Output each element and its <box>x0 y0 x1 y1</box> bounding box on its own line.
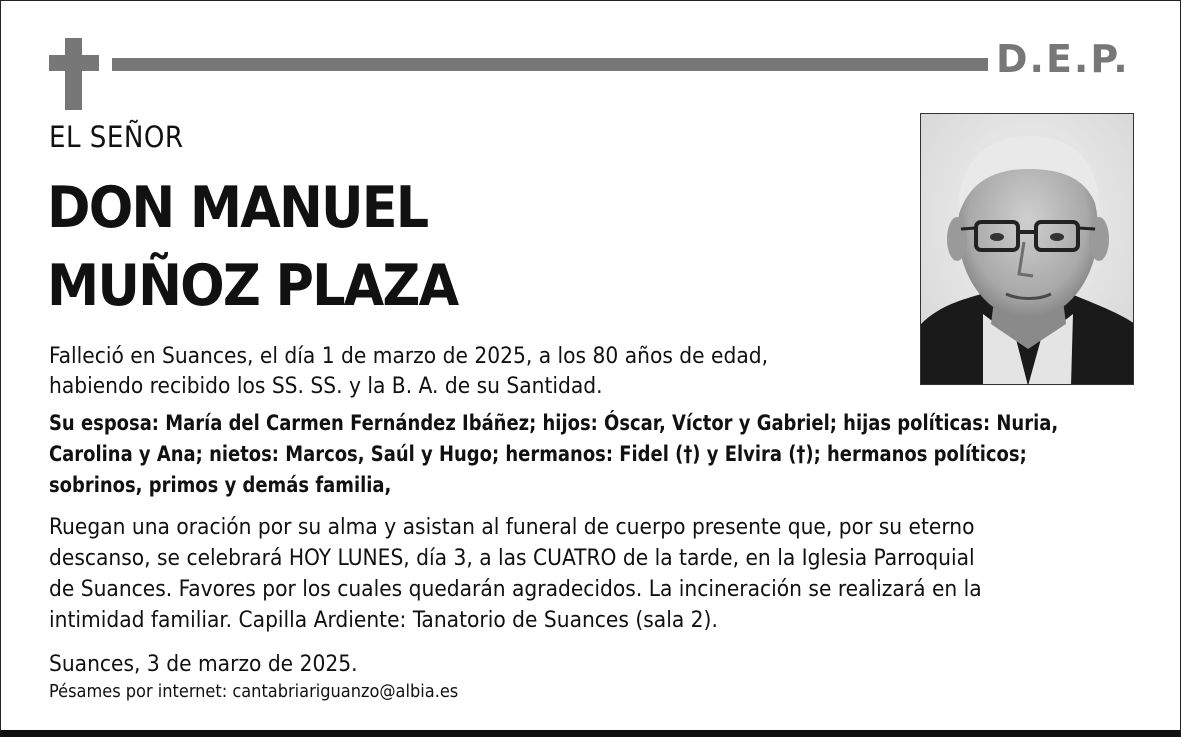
funeral-line: descanso, se celebrará HOY LUNES, día 3, a las CUATRO de la tarde, en la Iglesia Parroquial <box>49 545 975 571</box>
family-list <box>49 408 1058 501</box>
name-line-1: DON MANUEL <box>47 175 428 241</box>
condolences-email: Pésames por internet: cantabriariguanzo@albia.es <box>49 681 459 702</box>
death-notice-line: habiendo recibido los SS. SS. y la B. A. de su Santidad. <box>49 373 603 399</box>
latin-cross-icon <box>49 38 99 110</box>
family-line: Carolina y Ana; nietos: Marcos, Saúl y Hugo; hermanos: Fidel (†) y Elvira (†); hermanos políticos; <box>49 442 1027 467</box>
dep-label: D.E.P. <box>996 37 1130 81</box>
death-notice-line: Falleció en Suances, el día 1 de marzo de 2025, a los 80 años de edad, <box>49 343 769 369</box>
funeral-line: de Suances. Favores por los cuales quedarán agradecidos. La incineración se realizará en la <box>49 576 982 602</box>
header-rule <box>112 58 988 71</box>
family-line: Su esposa: María del Carmen Fernández Ibáñez; hijos: Óscar, Víctor y Gabriel; hijas políticas: Nuria, <box>49 411 1059 436</box>
deceased-name <box>47 169 457 325</box>
family-line: sobrinos, primos y demás familia, <box>49 473 392 498</box>
name-line-2: MUÑOZ PLAZA <box>47 253 458 319</box>
funeral-line: intimidad familiar. Capilla Ardiente: Tanatorio de Suances (sala 2). <box>49 607 718 633</box>
death-notice <box>49 341 768 401</box>
portrait-photo <box>920 113 1134 385</box>
place-date: Suances, 3 de marzo de 2025. <box>49 651 358 677</box>
funeral-line: Ruegan una oración por su alma y asistan al funeral de cuerpo presente que, por su eterno <box>49 514 975 540</box>
funeral-notice <box>49 512 982 636</box>
honorific: EL SEÑOR <box>49 120 184 154</box>
